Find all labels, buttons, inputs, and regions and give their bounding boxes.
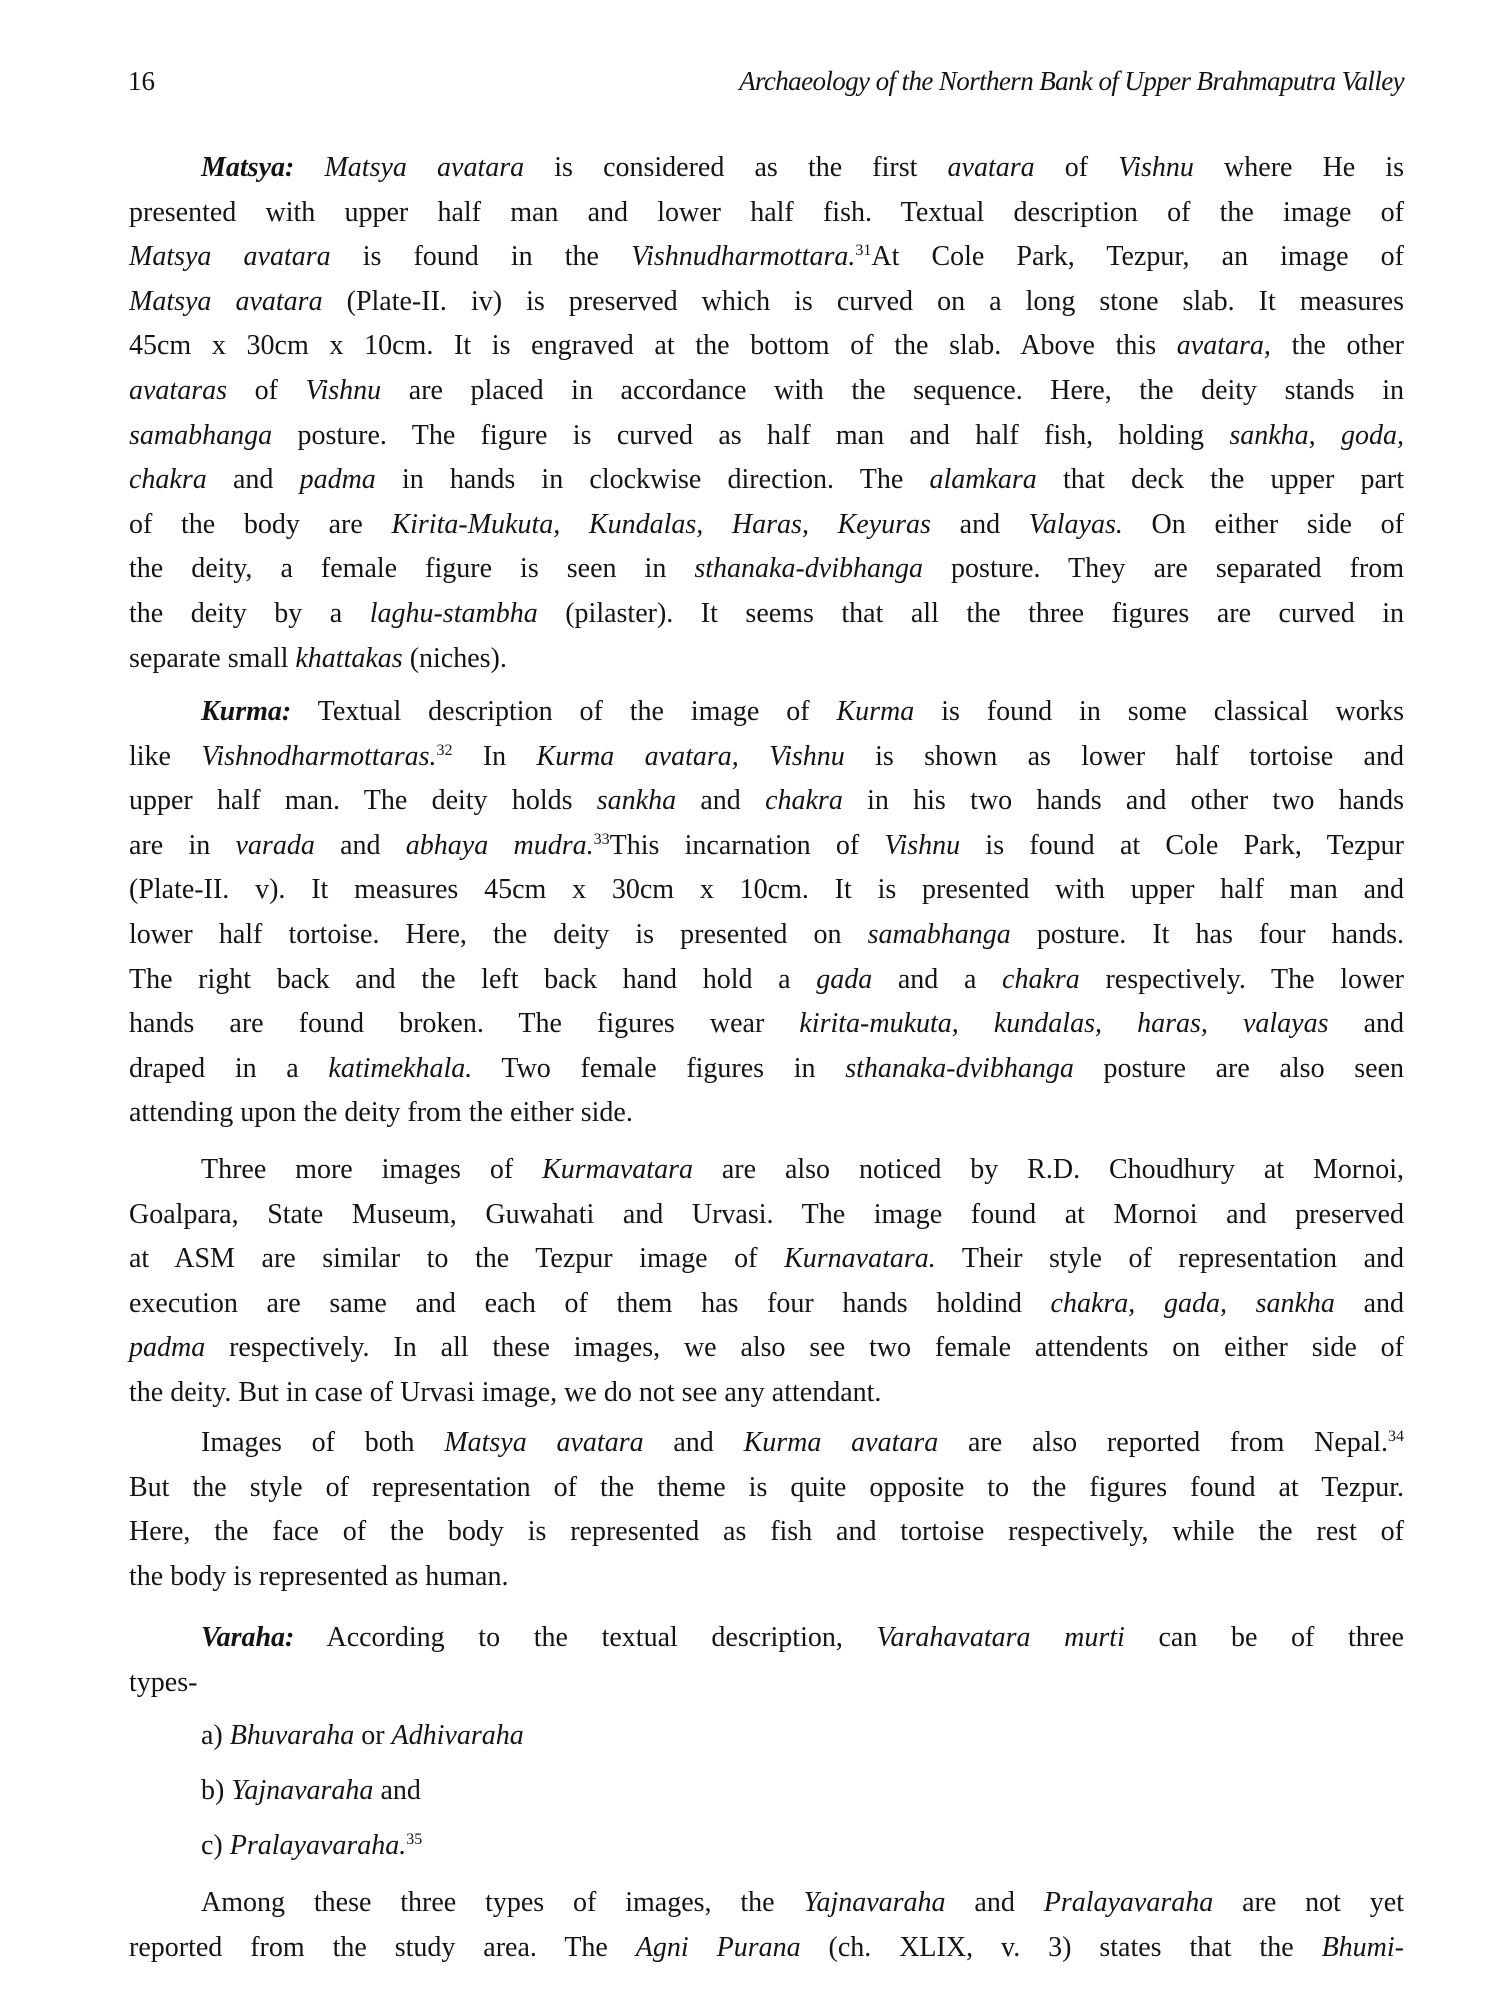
italic-term: padma [129,1332,206,1364]
text-line [129,1926,1404,1971]
paragraph-list-c [129,1824,1404,1869]
text-line [129,1237,1404,1282]
text-run: posture are also seen [1073,1052,1405,1084]
italic-term: Kurnavatara. [784,1243,936,1275]
italic-term: Agni Purana [635,1931,801,1963]
text-run: at ASM are similar to the Tezpur image of [129,1243,785,1275]
text-run: Here, the face of the body is represented as fish and tortoise respectively, while the rest of [129,1516,1404,1548]
text-run: execution are same and each of them has four hands holdind [129,1287,1051,1319]
text-run: and [206,464,300,496]
footnote-reference: 35 [406,1831,423,1848]
text-line [129,735,1404,780]
text-run: and [945,1887,1044,1918]
text-line [129,547,1404,592]
text-line [129,414,1404,459]
text-run: are in [129,829,236,861]
italic-term: Matsya avatara [129,285,323,317]
italic-term: Vishnodharmottaras. [201,740,437,772]
text-run: is found in the [330,241,632,273]
text-run: (ch. XLIX, v. 3) states that the [800,1931,1322,1963]
text-line [129,280,1404,325]
text-line [129,369,1404,414]
footnote-reference: 32 [436,741,453,759]
italic-term: sthanaka-dvibhanga [694,553,924,585]
text-line [129,1047,1404,1092]
italic-term: Kurmavatara [542,1154,693,1185]
footnote-reference: 33 [593,830,610,848]
italic-term: chakra [1002,963,1080,995]
text-run: attending upon the deity from the either side. [129,1097,633,1129]
italic-term: avatara [947,152,1035,183]
text-line [129,458,1404,503]
italic-term: khattakas [295,642,403,674]
text-run: But the style of representation of the theme is quite opposite to the figures found at Tezpur. [129,1471,1404,1503]
text-run: (Plate-II. iv) is preserved which is curved on a long stone slab. It measures [322,285,1405,317]
italic-term: avatara, [1176,330,1271,362]
text-line [129,1282,1404,1327]
italic-term: Bhumi- [1321,1931,1404,1963]
text-run: and [1328,1008,1404,1040]
text-run: The right back and the left back hand hold a [129,963,817,995]
italic-term: Vishnu [884,829,961,861]
text-run: is found in some classical works [914,696,1404,727]
text-line [129,958,1404,1003]
paragraph-among [129,1881,1404,1970]
text-run: respectively. The lower [1079,963,1404,995]
text-run: At Cole Park, Tezpur, an image of [871,241,1404,273]
text-run: Images of both [201,1427,445,1458]
italic-term: abhaya mudra. [405,829,594,861]
text-run: posture. It has four hands. [1010,918,1404,950]
italic-term: Varahavatara murti [876,1622,1125,1653]
text-line [129,146,1404,191]
italic-term: chakra [129,464,207,496]
italic-term: sthanaka-dvibhanga [845,1052,1074,1084]
italic-term: Vishnudharmottara. [631,241,856,273]
text-run: Their style of representation and [935,1243,1405,1275]
text-run: Three more images of [201,1154,543,1185]
running-title: Archaeology of the Northern Bank of Upper Brahmaputra Valley [739,66,1404,96]
text-run: separate small [129,642,296,674]
italic-term: chakra, gada, sankha [1050,1287,1335,1319]
text-line [129,824,1404,869]
text-run: posture. The figure is curved as half man and half fish, holding [272,419,1230,451]
section-heading: Kurma: [201,696,292,727]
italic-term: sankha [596,785,677,817]
text-line [129,690,1404,735]
text-run: In [452,740,537,772]
text-run: of [1034,152,1119,183]
text-line [129,1555,1404,1600]
text-run: According to the textual description, [294,1622,877,1653]
text-run: This incarnation of [609,829,885,861]
italic-term: laghu-stambha [369,597,538,629]
text-run: b) [201,1775,232,1806]
text-run: Goalpara, State Museum, Guwahati and Urvasi. The image found at Mornoi and preserved [129,1198,1404,1230]
text-run: the deity by a [129,597,370,629]
italic-term: Vishnu [1118,152,1194,183]
italic-term: Pralayavaraha [1043,1887,1214,1918]
text-run: Textual description of the image of [291,696,837,727]
text-run: in his two hands and other two hands [842,785,1404,817]
text-run: On either side of [1122,508,1404,540]
text-run: where He is [1193,152,1405,183]
italic-term: Bhuvaraha [229,1720,355,1751]
italic-term: kirita-mukuta, kundalas, haras, valayas [799,1008,1329,1040]
text-run: of the body are [129,508,392,540]
text-line [129,913,1404,958]
paragraph-varaha [129,1616,1404,1705]
text-run: a) [201,1720,230,1751]
text-run: the deity, a female figure is seen in [129,553,695,585]
text-run: and [314,829,406,861]
section-heading: Matsya: [201,152,295,183]
text-line [129,868,1404,913]
text-line [129,1193,1404,1238]
italic-term: Matsya avatara [444,1427,644,1458]
text-run: of [227,374,306,406]
text-line [129,324,1404,369]
section-heading: Varaha: [201,1622,295,1653]
text-run: that deck the upper part [1036,464,1404,496]
italic-term: Valayas. [1028,508,1123,540]
text-run: are placed in accordance with the sequence. Here, the deity stands in [381,374,1404,406]
text-line [129,637,1404,682]
italic-term: Adhivaraha [391,1720,524,1751]
text-line [129,1371,1404,1416]
italic-term: chakra [765,785,843,817]
text-run: are also noticed by R.D. Choudhury at Mornoi, [692,1154,1404,1185]
text-line [129,592,1404,637]
footnote-reference: 34 [1388,1428,1404,1445]
text-run: are not yet [1213,1887,1404,1918]
italic-term: alamkara [929,464,1037,496]
text-run: respectively. In all these images, we also see two female attendents on either side of [205,1332,1404,1364]
italic-term: avataras [129,374,227,406]
italic-term: varada [235,829,315,861]
italic-term: Kurma avatara [743,1427,939,1458]
text-line [129,1661,1404,1706]
italic-term: samabhanga [129,419,273,451]
paragraph-list-b [129,1769,1404,1814]
text-run: the other [1270,330,1404,362]
italic-term: gada [816,963,873,995]
paragraph-nepal [129,1421,1404,1599]
italic-term: Kirita-Mukuta, Kundalas, Haras, Keyuras [391,508,931,540]
text-line [129,1326,1404,1371]
text-run: Two female figures in [472,1052,846,1084]
text-run: Among these three types of images, the [201,1887,804,1918]
text-run: and a [872,963,1003,995]
text-run: lower half tortoise. Here, the deity is presented on [129,918,868,950]
text-run: and [930,508,1029,540]
paragraph-kurmavatara-images [129,1148,1404,1416]
italic-term: Yajnavaraha [231,1775,374,1806]
text-run: posture. They are separated from [923,553,1404,585]
text-line [129,1616,1404,1661]
italic-term: katimekhala. [328,1052,473,1084]
text-line [129,1421,1404,1466]
text-run: (pilaster). It seems that all the three figures are curved in [537,597,1405,629]
italic-term: Vishnu [305,374,382,406]
text-run: (Plate-II. v). It measures 45cm x 30cm x 10cm. It is presented with upper half man and [129,874,1404,906]
italic-term: Kurma [836,696,915,727]
page-number: 16 [128,66,155,96]
text-line [129,235,1404,280]
text-run: the body is represented as human. [129,1560,509,1592]
italic-term: sankha, goda, [1229,419,1404,451]
footnote-reference: 31 [855,242,872,260]
text-run: types- [129,1666,198,1698]
text-run: and [373,1775,421,1806]
text-run: can be of three [1124,1622,1404,1653]
text-run: 45cm x 30cm x 10cm. It is engraved at the bottom of the slab. Above this [129,330,1177,362]
text-line [129,1510,1404,1555]
text-run: is considered as the first [524,152,948,183]
text-run: c) [201,1830,230,1861]
text-run: is shown as lower half tortoise and [844,740,1404,772]
text-line [129,1769,1404,1814]
text-run: is found at Cole Park, Tezpur [960,829,1404,861]
text-run: in hands in clockwise direction. The [375,464,930,496]
text-run: hands are found broken. The figures wear [129,1008,800,1040]
text-run: (niches). [402,642,507,674]
text-run: and [676,785,766,817]
text-run: presented with upper half man and lower half fish. Textual description of the image of [129,196,1404,228]
text-line [129,191,1404,236]
text-run: draped in a [129,1052,329,1084]
text-line [129,779,1404,824]
italic-term: samabhanga [867,918,1011,950]
text-run [294,152,324,183]
text-line [129,1881,1404,1926]
text-run: and [1334,1287,1404,1319]
italic-term: padma [299,464,376,496]
text-line [129,1824,1404,1869]
paragraph-list-a [129,1714,1404,1759]
text-line [129,1091,1404,1136]
italic-term: Pralayavaraha. [229,1830,407,1861]
italic-term: Kurma avatara, Vishnu [536,740,845,772]
text-run: and [643,1427,744,1458]
text-run: reported from the study area. The [129,1931,636,1963]
italic-term: Yajnavaraha [803,1887,946,1918]
text-run: the deity. But in case of Urvasi image, we do not see any attendant. [129,1376,882,1408]
text-run: upper half man. The deity holds [129,785,597,817]
text-run: are also reported from Nepal. [938,1427,1388,1458]
text-run: or [354,1720,392,1751]
text-line [129,1002,1404,1047]
text-line [129,1148,1404,1193]
text-line [129,1714,1404,1759]
paragraph-kurma [129,690,1404,1136]
text-run: like [129,740,202,772]
italic-term: Matsya avatara [129,241,331,273]
text-line [129,1466,1404,1511]
text-line [129,503,1404,548]
italic-term: Matsya avatara [324,152,525,183]
paragraph-matsya [129,146,1404,681]
